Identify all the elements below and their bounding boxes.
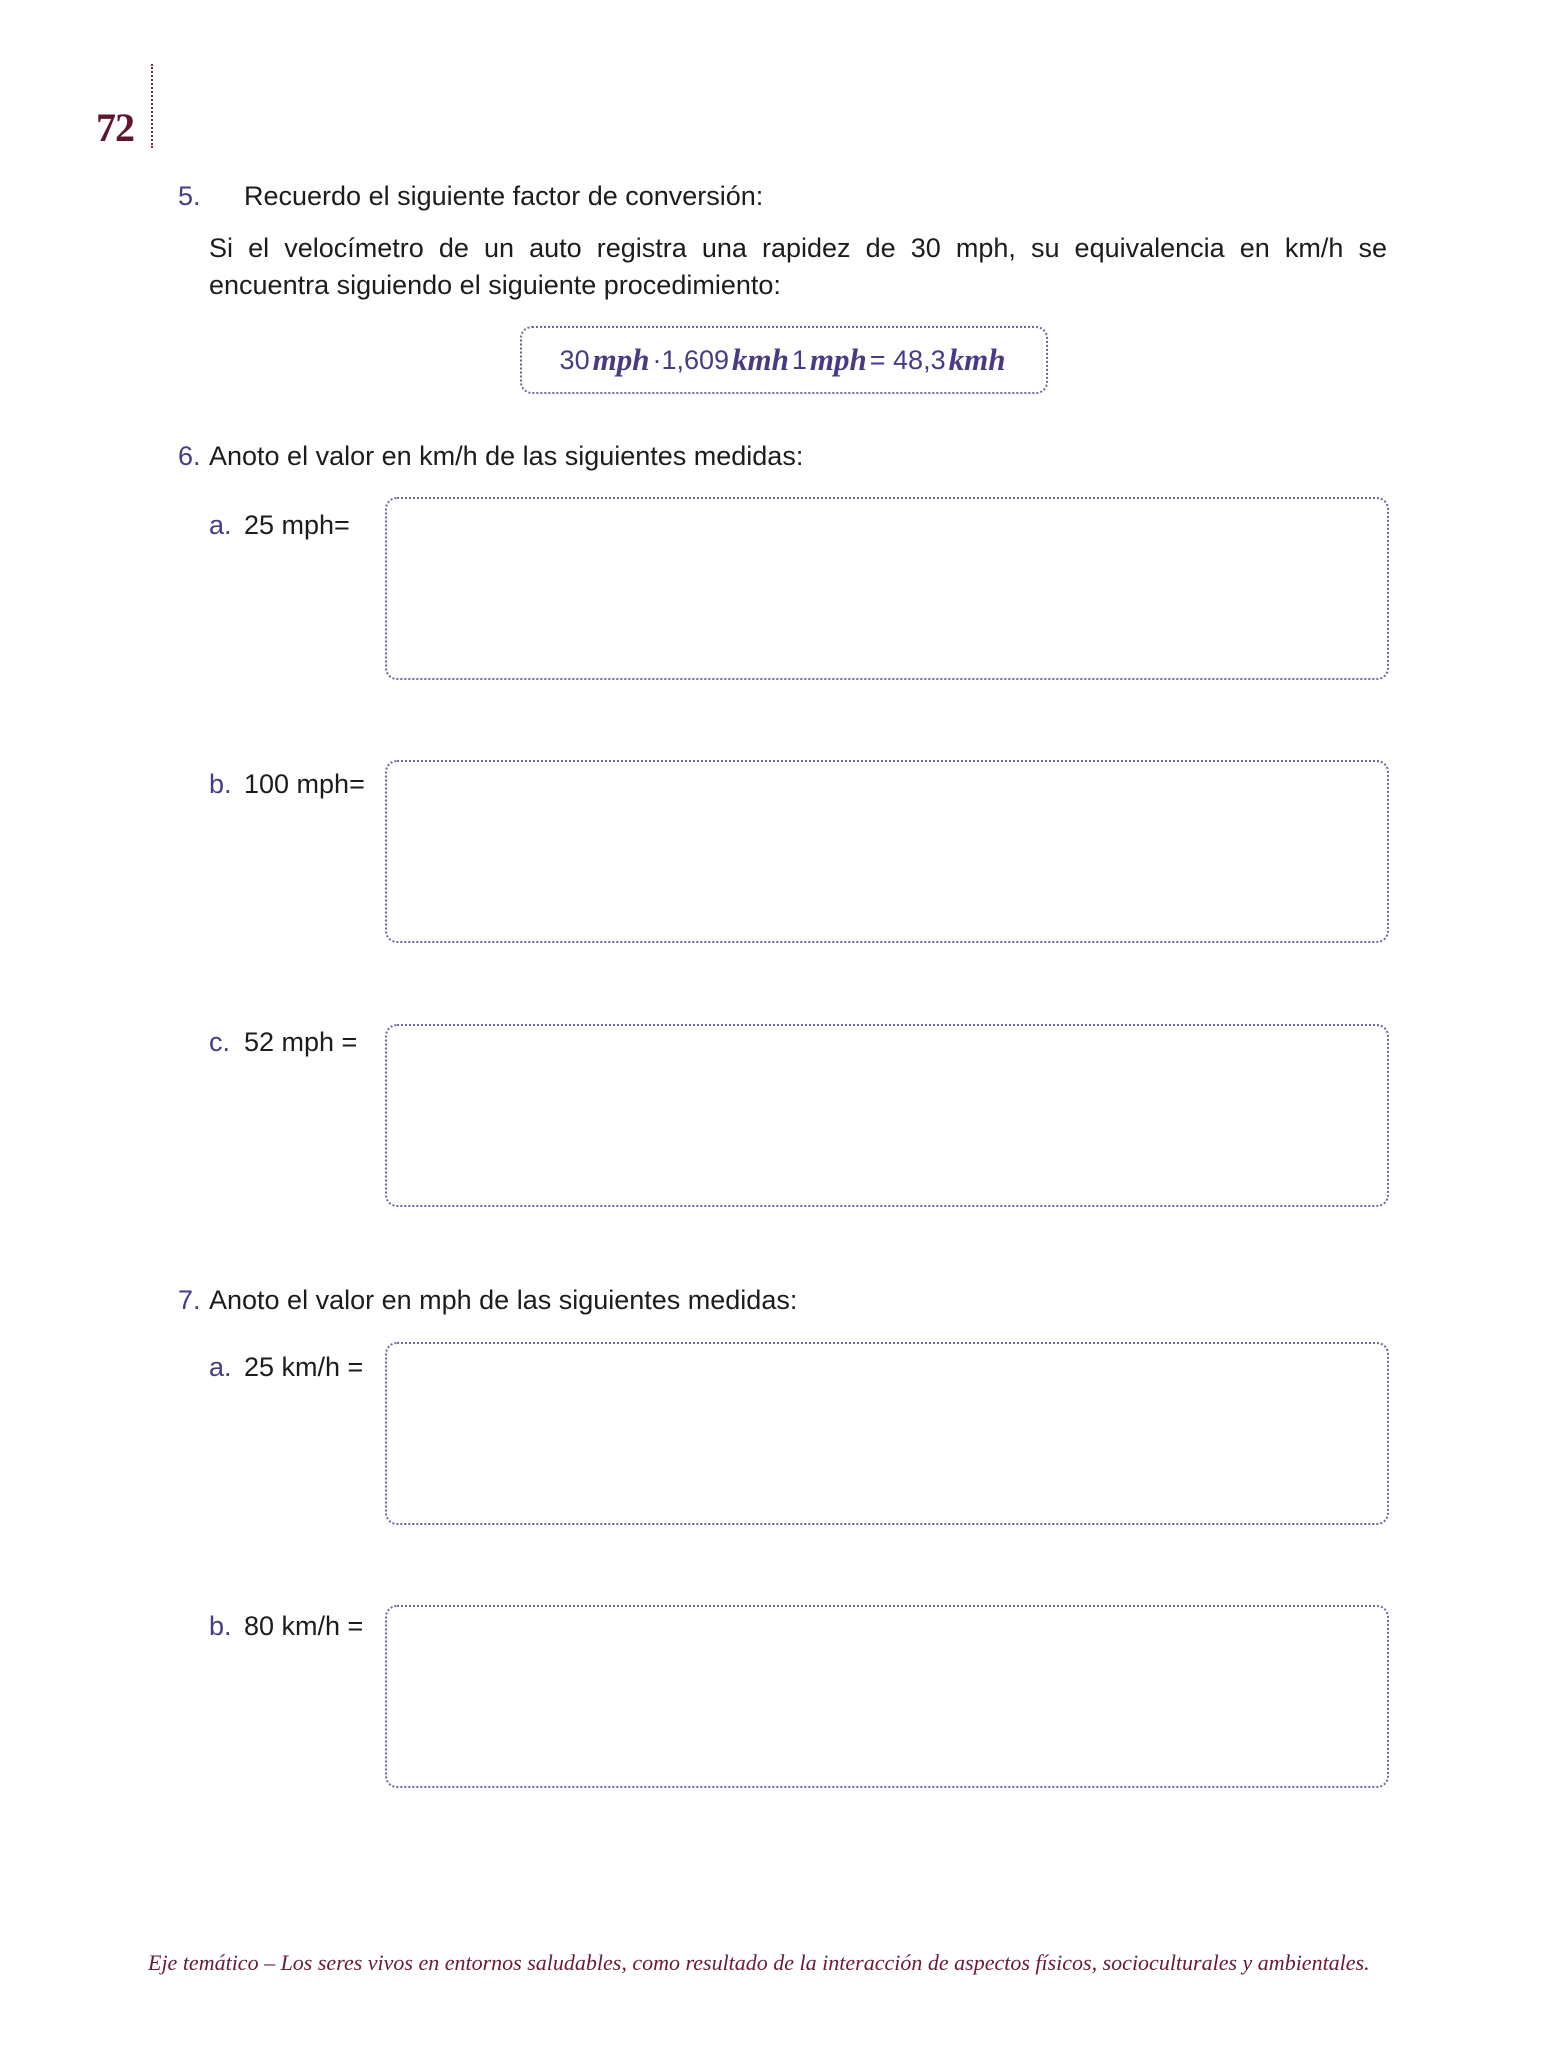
answer-box-6a[interactable] xyxy=(385,497,1389,680)
question-6a-letter: a. xyxy=(209,510,232,540)
answer-box-7a[interactable] xyxy=(385,1342,1389,1525)
question-6c-label: 52 mph = xyxy=(244,1027,358,1057)
question-6b-label: 100 mph= xyxy=(244,769,365,799)
formula-result: = 48,3 xyxy=(869,344,946,375)
question-5-paragraph: Si el velocímetro de un auto registra una rapidez de 30 mph, su equivalencia en km/h se encuentra siguiendo el siguiente procedimiento: xyxy=(209,233,1387,300)
conversion-formula xyxy=(520,326,1048,394)
question-7b-letter: b. xyxy=(209,1611,232,1641)
formula-unit-mph-2: mph xyxy=(809,342,867,377)
formula-value-1: 1 xyxy=(791,344,807,375)
question-6c-letter: c. xyxy=(209,1027,231,1057)
question-5-number: 5. xyxy=(178,181,201,211)
question-6-title: Anoto el valor en km/h de las siguientes medidas: xyxy=(209,441,804,471)
question-7-number: 7. xyxy=(178,1285,201,1315)
footer-thematic-axis: Eje temático – Los seres vivos en entornos saludables, como resultado de la interacción de aspectos físicos, socioculturales y ambientales. xyxy=(148,1950,1370,1975)
answer-box-7b[interactable] xyxy=(385,1605,1389,1788)
page-number: 72 xyxy=(96,105,134,150)
question-6a-label: 25 mph= xyxy=(244,510,350,540)
answer-box-6b[interactable] xyxy=(385,760,1389,943)
formula-unit-kmh: kmh xyxy=(732,342,789,377)
question-5-title: Recuerdo el siguiente factor de conversión: xyxy=(244,181,764,211)
question-7b-label: 80 km/h = xyxy=(244,1611,364,1641)
page-number-divider xyxy=(151,64,153,148)
answer-box-6c[interactable] xyxy=(385,1024,1389,1207)
question-7a-label: 25 km/h = xyxy=(244,1352,364,1382)
formula-unit-kmh-2: kmh xyxy=(948,342,1006,377)
formula-unit-mph: mph xyxy=(592,342,650,377)
question-7a-letter: a. xyxy=(209,1352,232,1382)
formula-factor: ·1,609 xyxy=(652,344,730,375)
formula-value-30: 30 xyxy=(559,344,590,375)
question-6-number: 6. xyxy=(178,441,201,471)
question-6b-letter: b. xyxy=(209,769,232,799)
question-7-title: Anoto el valor en mph de las siguientes medidas: xyxy=(209,1285,798,1315)
